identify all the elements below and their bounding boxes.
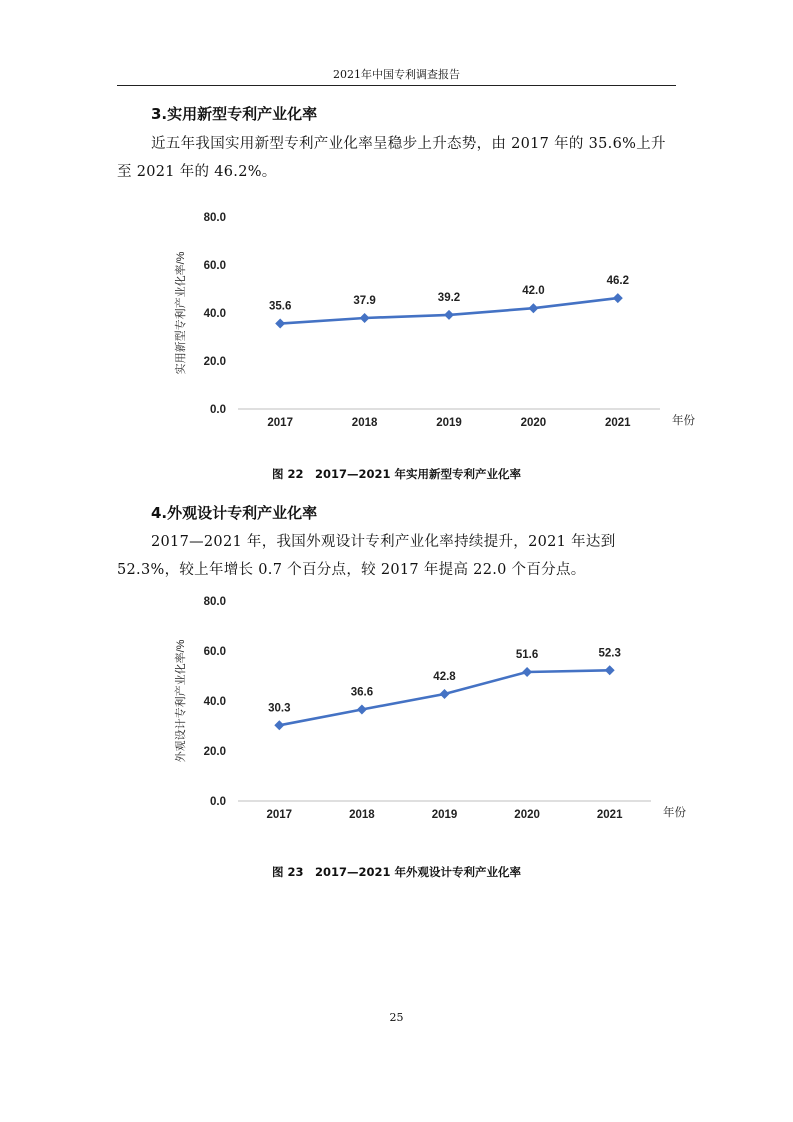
section-4-title: 4.外观设计专利产业化率: [151, 504, 318, 522]
chart-design: [160, 588, 690, 828]
section-3-title: 3.实用新型专利产业化率: [151, 105, 318, 123]
x-tick-label: 2020: [520, 417, 547, 429]
y-tick-label: 20.0: [203, 746, 226, 758]
section-3-paragraph: 近五年我国实用新型专利产业化率呈稳步上升态势，由 2017 年的 35.6%上升至 2021 年的 46.2%。: [117, 136, 666, 180]
chart-design-svg: [160, 588, 690, 828]
y-tick-label: 60.0: [203, 260, 226, 272]
data-point-marker: [360, 313, 370, 323]
data-point-marker: [613, 293, 623, 303]
y-tick-label: 0.0: [210, 796, 226, 808]
x-tick-label: 2019: [436, 417, 462, 429]
x-tick-label: 2017: [267, 417, 293, 429]
running-header: 2021年中国专利调查报告: [333, 68, 460, 81]
x-axis-title: 年份: [663, 807, 686, 819]
data-label: 36.6: [350, 686, 374, 699]
y-tick-label: 40.0: [203, 308, 226, 320]
x-tick-label: 2018: [349, 809, 375, 821]
figure-22-caption: 图 22 2017—2021 年实用新型专利产业化率: [271, 467, 522, 481]
y-tick-label: 60.0: [203, 646, 226, 658]
y-tick-label: 80.0: [203, 212, 226, 224]
chart-utility-model: [160, 200, 695, 440]
data-label: 51.6: [515, 649, 539, 661]
data-point-marker: [275, 319, 285, 329]
data-label: 52.3: [598, 647, 621, 660]
data-point-marker: [605, 665, 615, 675]
y-tick-label: 0.0: [210, 404, 226, 416]
y-axis-title: 外观设计专利产业化率/%: [175, 639, 187, 763]
y-tick-label: 40.0: [203, 696, 226, 708]
section-4-paragraph: 2017—2021 年，我国外观设计专利产业化率持续提升，2021 年达到 52.3%，较上年增长 0.7 个百分点，较 2017 年提高 22.0 个百分点。: [117, 534, 616, 578]
x-tick-label: 2017: [266, 809, 293, 821]
data-point-marker: [528, 303, 538, 313]
data-label: 46.2: [606, 275, 629, 288]
page-number: 25: [389, 1011, 404, 1024]
y-tick-label: 20.0: [203, 356, 226, 368]
header-rule: [117, 85, 676, 86]
x-tick-label: 2021: [596, 809, 623, 821]
data-point-marker: [522, 667, 532, 677]
data-label: 42.8: [433, 671, 456, 683]
x-tick-label: 2021: [605, 417, 631, 429]
y-tick-label: 80.0: [203, 596, 226, 608]
data-label: 37.9: [353, 295, 376, 308]
x-tick-label: 2020: [514, 809, 540, 821]
data-point-marker: [444, 310, 454, 320]
data-label: 42.0: [522, 285, 545, 298]
data-point-marker: [440, 689, 450, 699]
x-tick-label: 2018: [351, 417, 378, 429]
y-axis-title: 实用新型专利产业化率/%: [175, 251, 187, 375]
data-label: 35.6: [269, 300, 292, 313]
data-label: 30.3: [268, 702, 291, 715]
x-tick-label: 2019: [431, 809, 458, 821]
chart-utility-model-svg: [160, 200, 695, 440]
x-axis-title: 年份: [672, 415, 695, 427]
data-point-marker: [274, 720, 284, 730]
figure-23-caption: 图 23 2017—2021 年外观设计专利产业化率: [271, 865, 522, 879]
data-label: 39.2: [437, 291, 461, 304]
data-point-marker: [357, 705, 367, 715]
